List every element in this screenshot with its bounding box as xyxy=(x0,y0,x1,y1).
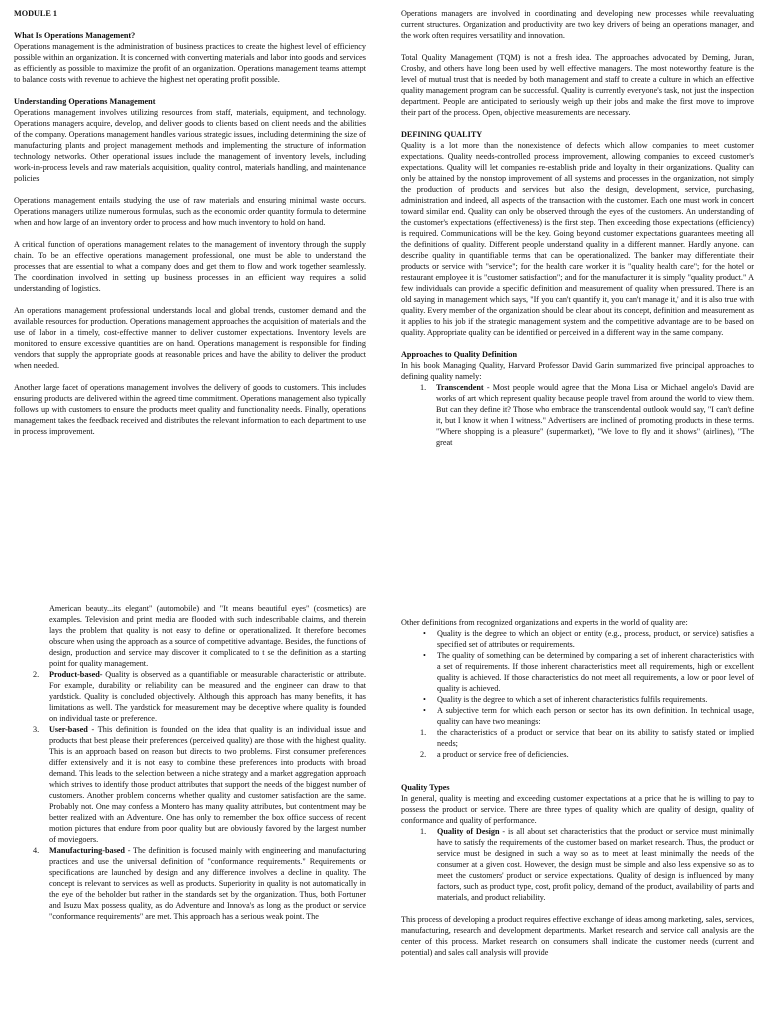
bullet-icon: • xyxy=(423,706,426,715)
paragraph: In general, quality is meeting and exceeding customer expectations at a price that he is willing to pay to possess the product or service. There are three types of quality which are quality of design, quality of conformance and quality of performance. xyxy=(401,794,754,825)
list-item-continuation: American beauty...its elegant" (automobile) and "It means beautiful eyes" (cosmetics) are examples. Television and print media are flooded with such indescribable claims, and therein lays the problem that quality is not easy to define or operationalized. It therefore becomes obscure when using the approach as a source of competitive advantage. Besides, the functions of design, production and service may discover it complicated to t se the definition as a starting point for quality management. xyxy=(49,604,366,668)
bullet-item xyxy=(401,694,754,705)
bottom-left-column xyxy=(14,603,366,922)
list-item xyxy=(14,845,366,922)
module-title: MODULE 1 xyxy=(14,9,57,18)
numbered-text: the characteristics of a product or service that bear on its ability to satisfy stated or implied needs; xyxy=(437,728,754,748)
bullet-item xyxy=(401,705,754,727)
list-item xyxy=(401,826,754,903)
bullet-text: Quality is the degree to which an object or entity (e.g., process, product, or service) satisfies a specified set of attributes or requirements. xyxy=(437,629,754,649)
list-item-title: User-based xyxy=(49,725,88,734)
paragraph: Operations management involves utilizing resources from staff, materials, equipment, and technology. Operations managers acquire, develop, and deliver goods to clients based on client needs and the abilities of the company. Operations management handles various strategic issues, including determining the size of manufacturing plants and project management methods and implementing the structure of information technology networks. Other operational issues include the management of inventory levels, including work-in-process levels and raw materials acquisition, quality control, materials handling, and maintenance policies xyxy=(14,108,366,183)
top-left-column xyxy=(14,8,366,437)
paragraph: Another large facet of operations management involves the delivery of goods to customers. This includes ensuring products are delivered within the agreed time commitment. Operations management also typically follows up with customers to ensure the products meet quality and functionality needs. Finally, operations management takes the feedback received and distributes the relevant information to each department to use in process improvement. xyxy=(14,383,366,436)
list-item xyxy=(14,724,366,845)
paragraph: Operations management entails studying the use of raw materials and ensuring minimal waste occurs. Operations managers utilize numerous formulas, such as the economic order quantity formula to determine when and how large of an inventory order to process and how much inventory to hold on hand. xyxy=(14,196,366,227)
numbered-item xyxy=(401,749,754,760)
list-item xyxy=(14,669,366,724)
list-item xyxy=(401,382,754,448)
numbered-text: a product or service free of deficiencies. xyxy=(437,750,569,759)
list-item-text: - This definition is founded on the idea that quality is an individual issue and products that best please their preferences (perceived quality) are those with the highest quality. This is an approach based on reason but directs to two problems. First consumer preferences differ extensively and it is not easy to combine these preferences into products with broad demand. This leads to the selection between a niche strategy and a market aggregation approach which strives to identify those product attributes that support the needs of the biggest number of customers. Another problem concerns whether quality and customer satisfaction are the same. Probably not. One may confess a Montero has many quality attributes, but contentment may be better realized with an Adventure. One has only to remember the box office success of recent motion pictures that endure from poor quality but are obviously favored by the largest number of moviegoers. xyxy=(49,725,366,844)
bullet-icon: • xyxy=(423,695,426,704)
list-number: 1. xyxy=(420,827,427,836)
list-number: 4. xyxy=(33,846,40,855)
bullet-icon: • xyxy=(423,651,426,660)
list-number: 3. xyxy=(33,725,40,734)
paragraph: An operations management professional understands local and global trends, customer demand and the available resources for production. Operations management approaches the acquisition of materials and the use of labor in a timely, cost-effective manner to deliver customer expectations. Inventory levels are monitored to ensure excessive quantities are on hand. Operations management is responsible for finding vendors that supply the appropriate goods at reasonable prices and have the ability to deliver the product when needed. xyxy=(14,306,366,370)
bullet-item xyxy=(401,650,754,694)
list-item-text: - The definition is focused mainly with engineering and manufacturing practices and use the universal definition of "conformance requirements." Requirements or specifications are launched by design and any difference involves a decline in quality. The concept is relevant to services as well as products. Superiority in quality is not automatically in the eye of the beholder but rather in the standards set by the organization. Thus, both Fortuner and Isuzu Max possess quality, as do Adventure and Innova's as long as the product or service "conformance requirements" are met. This approach has a serious weak point. The xyxy=(49,846,366,921)
bottom-right-column xyxy=(401,617,754,958)
list-number: 1. xyxy=(420,728,427,737)
numbered-item xyxy=(401,727,754,749)
list-item-text: Quality is observed as a quantifiable or measurable characteristic or attribute. For example, durability or reliability can be measured and the engineer can draw to that yardstick. Quality is concluded objectively. Although this approach has many benefits, it has limitations as well. The yardstick for measurement may be deceptive where quality is founded on individual taste or preference. xyxy=(49,670,366,723)
bullet-text: A subjective term for which each person or sector has its own definition. In technical usage, quality can have two meanings: xyxy=(437,706,754,726)
list-number: 1. xyxy=(420,383,427,392)
list-item-title: Manufacturing-based xyxy=(49,846,125,855)
list-item-title: Transcendent xyxy=(436,383,484,392)
bullet-icon: • xyxy=(423,629,426,638)
list-number: 2. xyxy=(33,670,40,679)
bullet-text: The quality of something can be determined by comparing a set of inherent characteristics with a set of requirements. If those inherent characteristics meet all requirements, high or excellent quality is achieved. If those characteristics do not meet all requirements, a low or poor level of quality is achieved. xyxy=(437,651,754,693)
paragraph: Quality is a lot more than the nonexistence of defects which allow companies to meet customer expectations. Quality needs-controlled process improvement, allowing companies to exceed customer's expectations. Quality will let companies re-establish pride and loyalty in their organizations. Quality can only be attained by the nonstop improvement of all systems and processes in the organization, not simply the production of products and services but also the design, development, service, purchasing, administration and indeed, all aspects of the transaction with the customer. Each one must work in concert toward similar end. Quality can only be observed through the eyes of the customers. An understanding of the customer's expectations (effectiveness) is the first step. Then exceeding those expectations (efficiency) is required. Communications will be the key. Going beyond customer expectations guarantees meeting all the definitions of quality. Different people understand quality in a different manner. Hardly anyone. can describe quality in quantifiable terms that can be operationalized. The banker may differentiate their products or service with "service"; for the health care worker it is "quality health care"; for the hotel or restaurant employee it is "customer satisfaction"; and for the manufacturer it is simply "quality product." A few individuals can provide a specific definition and measurement of quality when pressured. There is an old saying in management which says, "If you can't quantify it, you can't manage it,' and it is also true with quality. Every member of the organization should be clear about its concept, definition and measurement as it applies to his job if the strategic management system and the competitive advantage are to be based on quality. Appropriate quality can be identified or perceived in a different way in the same company. xyxy=(401,141,754,337)
top-right-column xyxy=(401,8,754,448)
paragraph: This process of developing a product requires effective exchange of ideas among marketing, sales, services, manufacturing, research and development departments. Market research and service call analysis are the center of this process. Market research on consumers shall indicate the customer needs (current and potential) and sales call analysis will provide xyxy=(401,915,754,957)
paragraph: Total Quality Management (TQM) is not a fresh idea. The approaches advocated by Deming, Juran, Crosby, and others have long been used by well effective managers. The most noteworthy feature is the level of mutual trust that is needed by both management and staff to create a culture in which an effective quality management program can be successful. Quality is currently everyone's task, not just the inspection department. People are anticipated to seriously weigh up their jobs and make the first move to improve their part of the process. Open, objective measurements are necessary. xyxy=(401,53,754,117)
heading-defining-quality: DEFINING QUALITY xyxy=(401,130,483,139)
heading-approaches: Approaches to Quality Definition xyxy=(401,350,518,359)
list-item-text: - Most people would agree that the Mona Lisa or Michael angelo's David are works of art which represent quality because people travel from around the world to view them. But can they define it? Those who embrace the transcendental outlook would say, "I can't define it, but I know it when I witness." Advertisers are inclined of promoting products in these terms. "Where shopping is a pleasure" (supermarket), "We love to fly and it shows" (airlines), "The great xyxy=(436,383,754,447)
paragraph: Other definitions from recognized organizations and experts in the world of quality are: xyxy=(401,618,688,627)
heading-quality-types: Quality Types xyxy=(401,783,450,792)
paragraph: Operations management is the administration of business practices to create the highest level of efficiency possible within an organization. It is concerned with converting materials and labor into goods and services as efficiently as possible to maximize the profit of an organization. Operations management teams attempt to balance costs with revenue to achieve the highest net operating profit possible. xyxy=(14,42,366,84)
heading-understanding-om: Understanding Operations Management xyxy=(14,97,156,106)
bullet-text: Quality is the degree to which a set of inherent characteristics fulfils requirements. xyxy=(437,695,708,704)
heading-what-is-om: What Is Operations Management? xyxy=(14,31,136,40)
list-item-title: Quality of Design xyxy=(437,827,500,836)
bullet-item xyxy=(401,628,754,650)
paragraph: A critical function of operations management relates to the management of inventory through the supply chain. To be an effective operations management professional, one must be able to understand the processes that are essential to what a company does and get them to flow and work together seamlessly. The coordination involved in setting up business processes in an efficient way requires a solid understanding of logistics. xyxy=(14,240,366,293)
list-item-title: Product-based- xyxy=(49,670,103,679)
list-item-text: - is all about set characteristics that the product or service must minimally have to satisfy the requirements of the customer based on market research. Thus, the product or service must be designed in such a way so as to meet at least minimally the needs of the consumer at a given cost. However, the design must be simple and also less expensive so as to meet the customers' product or service expectations. Quality of design is influenced by many factors, such as product type, cost, profit policy, demand of the product, availability of parts and materials, and product reliability. xyxy=(437,827,754,902)
paragraph: Operations managers are involved in coordinating and developing new processes while reevaluating current structures. Organization and productivity are two key drivers of being an operations manager, and the work often requires versatility and innovation. xyxy=(401,9,754,40)
list-number: 2. xyxy=(420,750,427,759)
paragraph: In his book Managing Quality, Harvard Professor David Garin summarized five principal approaches to defining quality namely: xyxy=(401,361,754,381)
